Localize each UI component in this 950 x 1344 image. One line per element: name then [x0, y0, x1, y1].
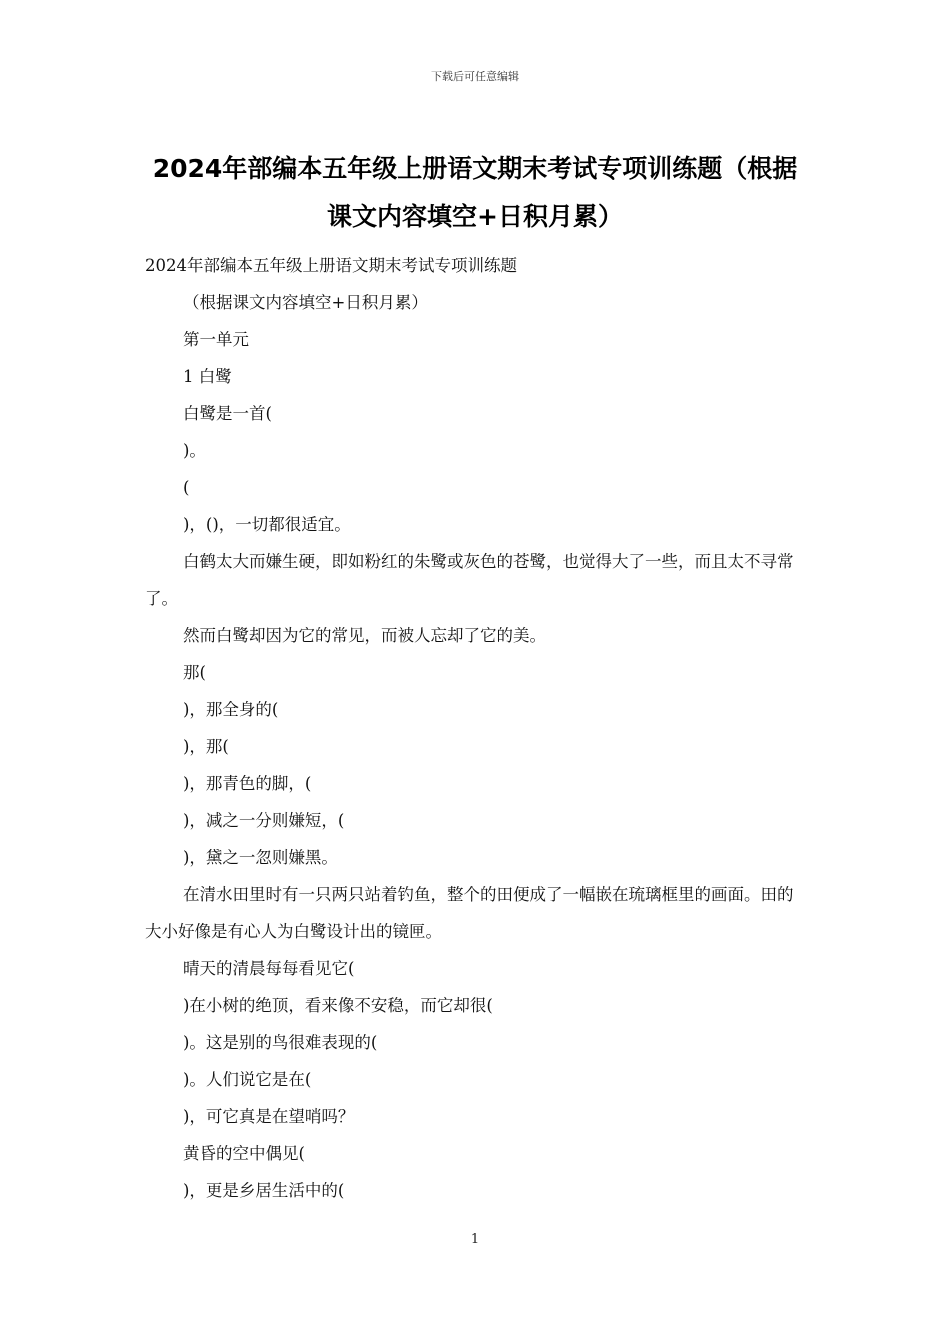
body-paragraph: 2024年部编本五年级上册语文期末考试专项训练题: [145, 256, 517, 275]
body-paragraph: )，更是乡居生活中的(: [183, 1181, 345, 1200]
body-paragraph: 然而白鹭却因为它的常见，而被人忘却了它的美。: [183, 626, 546, 645]
body-paragraph: )，那青色的脚，(: [183, 774, 312, 793]
body-paragraph: 晴天的清晨每每看见它(: [183, 959, 355, 978]
body-paragraph: 1 白鹭: [183, 367, 232, 386]
body-paragraph: 那(: [183, 663, 206, 682]
body-paragraph: )。: [183, 441, 206, 460]
body-paragraph: (: [183, 478, 190, 497]
body-paragraph: )，那全身的(: [183, 700, 279, 719]
body-paragraph: （根据课文内容填空+日积月累）: [183, 293, 428, 312]
body-paragraph: )，可它真是在望哨吗？: [183, 1107, 355, 1126]
body-paragraph: 在清水田里时有一只两只站着钓鱼，整个的田便成了一幅嵌在琉璃框里的画面。田的大小好像是有心人为白鹭设计出的镜匣。: [145, 885, 794, 941]
document-body: [145, 247, 807, 1209]
document-title: 2024年部编本五年级上册语文期末考试专项训练题（根据课文内容填空+日积月累）: [152, 154, 798, 231]
body-paragraph: )，黛之一忽则嫌黑。: [183, 848, 338, 867]
body-paragraph: 白鹭是一首(: [183, 404, 272, 423]
body-paragraph: )，()，一切都很适宜。: [183, 515, 351, 534]
body-paragraph: 第一单元: [183, 330, 249, 349]
body-paragraph: )在小树的绝顶，看来像不安稳，而它却很(: [183, 996, 493, 1015]
body-paragraph: )，减之一分则嫌短，(: [183, 811, 345, 830]
page-number: 1: [470, 1232, 480, 1247]
body-paragraph: 黄昏的空中偶见(: [183, 1144, 305, 1163]
header-note: 下载后可任意编辑: [431, 70, 519, 83]
body-paragraph: 白鹤太大而嫌生硬，即如粉红的朱鹭或灰色的苍鹭，也觉得大了一些，而且太不寻常了。: [145, 552, 794, 608]
body-paragraph: )，那(: [183, 737, 229, 756]
body-paragraph: )。这是别的鸟很难表现的(: [183, 1033, 378, 1052]
body-paragraph: )。人们说它是在(: [183, 1070, 312, 1089]
